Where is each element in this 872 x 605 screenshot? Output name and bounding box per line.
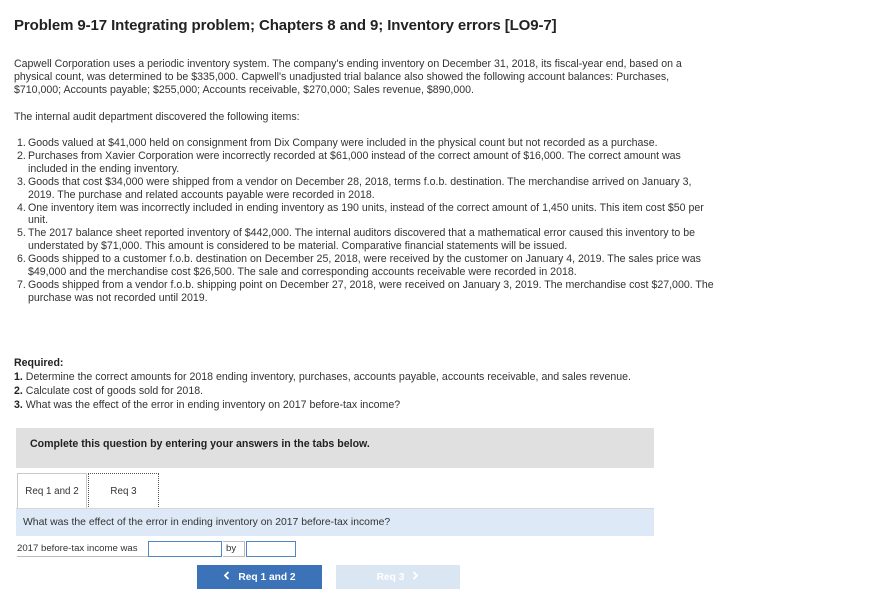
- problem-intro: Capwell Corporation uses a periodic inventory system. The company's ending inventory on December 31, 2018, its fiscal-year end, based on a physical count, was determined to be $335,000. Capwell's unadjusted trial balance also showed the following account balances: Purchases, $710,000; Accounts payable; $255,000; Accounts receivable, $270,000; Sales revenue, $890,000.: [14, 58, 682, 96]
- tab-req-3[interactable]: Req 3: [88, 473, 159, 509]
- list-item: 7. Goods shipped from a vendor f.o.b. shipping point on December 27, 2018, were received on January 3, 2019. The merchandise cost $27,000. The purchase was not recorded until 2019.: [17, 278, 714, 304]
- required-item: 3. What was the effect of the error in ending inventory on 2017 before-tax income?: [14, 399, 401, 411]
- next-req-label: Req 3: [376, 571, 405, 583]
- required-heading: Required:: [14, 357, 64, 369]
- list-item: 5. The 2017 balance sheet reported inventory of $442,000. The internal auditors discovered that a mathematical error caused this inventory to be understated by $71,000. This amount is considered to be material. Comparative financial statements will be issued.: [17, 227, 696, 253]
- answer-row-divider: [17, 556, 148, 557]
- list-item: 1. Goods valued at $41,000 held on consignment from Dix Company were included in the physical count but not recorded as a purchase.: [17, 137, 658, 149]
- chevron-left-icon: [223, 571, 230, 583]
- question-text: What was the effect of the error in ending inventory on 2017 before-tax income?: [23, 517, 391, 528]
- by-label: by: [223, 541, 245, 557]
- question-bar: [16, 509, 654, 536]
- effect-select-input[interactable]: [148, 541, 222, 557]
- tab-req-1-and-2[interactable]: Req 1 and 2: [17, 473, 87, 509]
- required-list: [14, 370, 631, 412]
- instruction-text: Complete this question by entering your answers in the tabs below.: [30, 438, 370, 450]
- next-req-button[interactable]: [336, 565, 460, 589]
- prev-req-label: Req 1 and 2: [238, 571, 296, 583]
- page-title: Problem 9-17 Integrating problem; Chapters 8 and 9; Inventory errors [LO9-7]: [14, 17, 557, 34]
- list-item: 2. Purchases from Xavier Corporation were incorrectly recorded at $61,000 instead of the correct amount of $16,000. The correct amount was included in the ending inventory.: [17, 149, 681, 175]
- list-item: 6. Goods shipped to a customer f.o.b. destination on December 25, 2018, were received by the customer on January 4, 2019. The sales price was $49,000 and the merchandise cost $26,500. The sale and corresponding accounts receivable were recorded in 2018.: [17, 253, 701, 279]
- audit-items-list: [14, 137, 719, 305]
- amount-input[interactable]: [246, 541, 296, 557]
- instruction-box: [16, 428, 654, 468]
- required-item: 1. Determine the correct amounts for 2018 ending inventory, purchases, accounts payable, accounts receivable, and sales revenue.: [14, 371, 631, 383]
- prev-req-button[interactable]: [197, 565, 322, 589]
- list-item: 4. One inventory item was incorrectly included in ending inventory as 190 units, instead of the correct amount of 1,450 units. This item cost $50 per unit.: [17, 201, 704, 227]
- list-item: 3. Goods that cost $34,000 were shipped from a vendor on December 28, 2018, terms f.o.b. destination. The merchandise arrived on January 3, 2019. The purchase and related accounts payable were recorded in 2018.: [17, 175, 692, 201]
- chevron-right-icon: [412, 571, 419, 583]
- answer-label: 2017 before-tax income was: [17, 543, 138, 554]
- required-item: 2. Calculate cost of goods sold for 2018.: [14, 385, 204, 397]
- audit-intro: The internal audit department discovered the following items:: [14, 111, 300, 123]
